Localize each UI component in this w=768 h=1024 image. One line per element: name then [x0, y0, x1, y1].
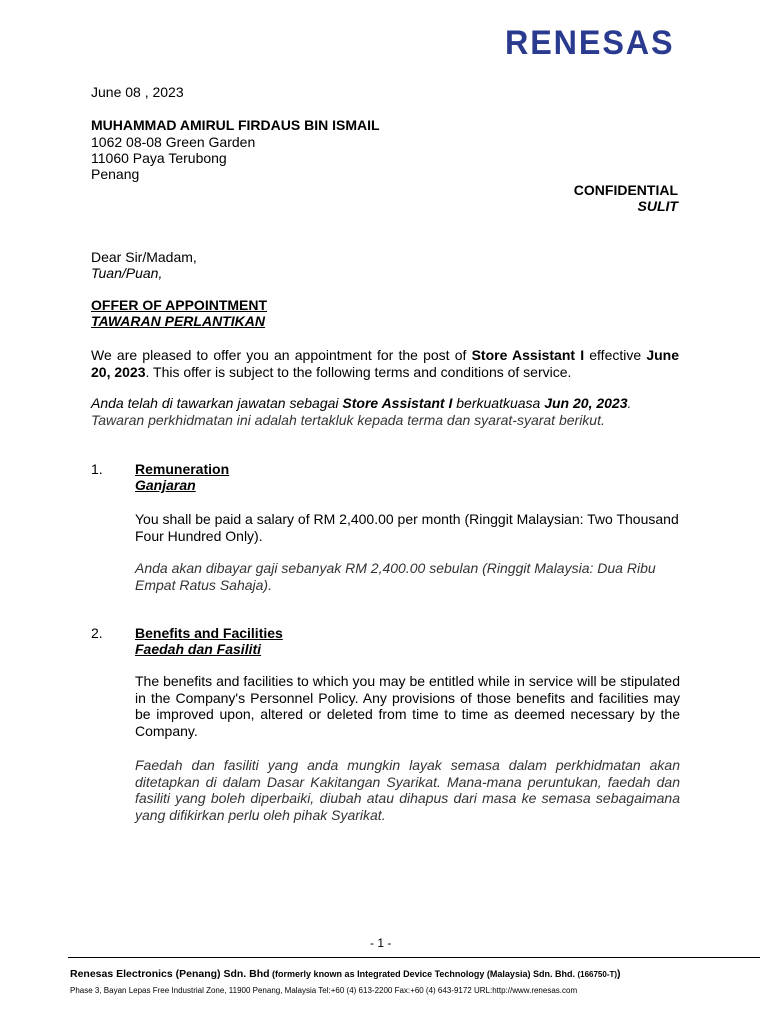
footer-divider: [68, 957, 760, 958]
section-number: 1.: [91, 461, 103, 477]
page-number: - 1 -: [370, 936, 392, 950]
letter-date: June 08 , 2023: [91, 84, 184, 100]
recipient-address-line: Penang: [91, 166, 140, 182]
footer-address: Phase 3, Bayan Lepas Free Industrial Zone, 11900 Penang, Malaysia Tel:+60 (4) 613-2200 Fax:+60 (4) 643-9172 URL:http://www.renesas.com: [70, 986, 578, 995]
recipient-address-line: 11060 Paya Terubong: [91, 150, 227, 166]
recipient-address-line: 1062 08-08 Green Garden: [91, 134, 256, 150]
section-title: Benefits and Facilities: [135, 625, 283, 641]
company-logo: RENESAS: [505, 24, 675, 62]
salutation-malay: Tuan/Puan,: [91, 265, 163, 281]
salutation: Dear Sir/Madam,: [91, 249, 197, 265]
section-title: Remuneration: [135, 461, 230, 477]
intro-paragraph-malay: Anda telah di tawarkan jawatan sebagai Store Assistant I berkuatkuasa Jun 20, 2023. Tawaran perkhidmatan ini adalah tertakluk kepada terma dan syarat-syarat berikut.: [91, 395, 632, 428]
section-number: 2.: [91, 625, 103, 641]
recipient-name: MUHAMMAD AMIRUL FIRDAUS BIN ISMAIL: [91, 117, 380, 133]
subject-heading: OFFER OF APPOINTMENT: [91, 297, 268, 313]
section-title-malay: Ganjaran: [135, 477, 196, 493]
section-paragraph: You shall be paid a salary of RM 2,400.00 per month (Ringgit Malaysian: Two Thousand Four Hundred Only).: [135, 511, 679, 544]
footer-company: Renesas Electronics (Penang) Sdn. Bhd (formerly known as Integrated Device Technology (Malaysia) Sdn. Bhd. (166750-T)): [70, 968, 621, 980]
section-paragraph: The benefits and facilities to which you may be entitled while in service will be stipulated in the Company's Personnel Policy. Any provisions of those benefits and facilities may be improved upon, altered or deleted from time to time as deemed necessary by the Company.: [135, 673, 680, 739]
intro-paragraph: We are pleased to offer you an appointment for the post of Store Assistant I effective June 20, 2023. This offer is subject to the following terms and conditions of service.: [91, 347, 679, 380]
section-title-malay: Faedah dan Fasiliti: [135, 641, 262, 657]
section-paragraph-malay: Faedah dan fasiliti yang anda mungkin layak semasa dalam perkhidmatan akan ditetapkan di dalam Dasar Kakitangan Syarikat. Mana-mana peruntukan, faedah dan fasiliti yang boleh diperbaiki, diubah atau dihapus dari masa ke semasa sebagaimana yang difikirkan perlu oleh pihak Syarikat.: [135, 757, 680, 823]
confidential-label: CONFIDENTIAL: [573, 182, 678, 198]
subject-heading-malay: TAWARAN PERLANTIKAN: [91, 313, 265, 329]
sulit-label: SULIT: [637, 198, 678, 214]
section-paragraph-malay: Anda akan dibayar gaji sebanyak RM 2,400.00 sebulan (Ringgit Malaysia: Dua Ribu Empat Ratus Sahaja).: [135, 560, 656, 593]
